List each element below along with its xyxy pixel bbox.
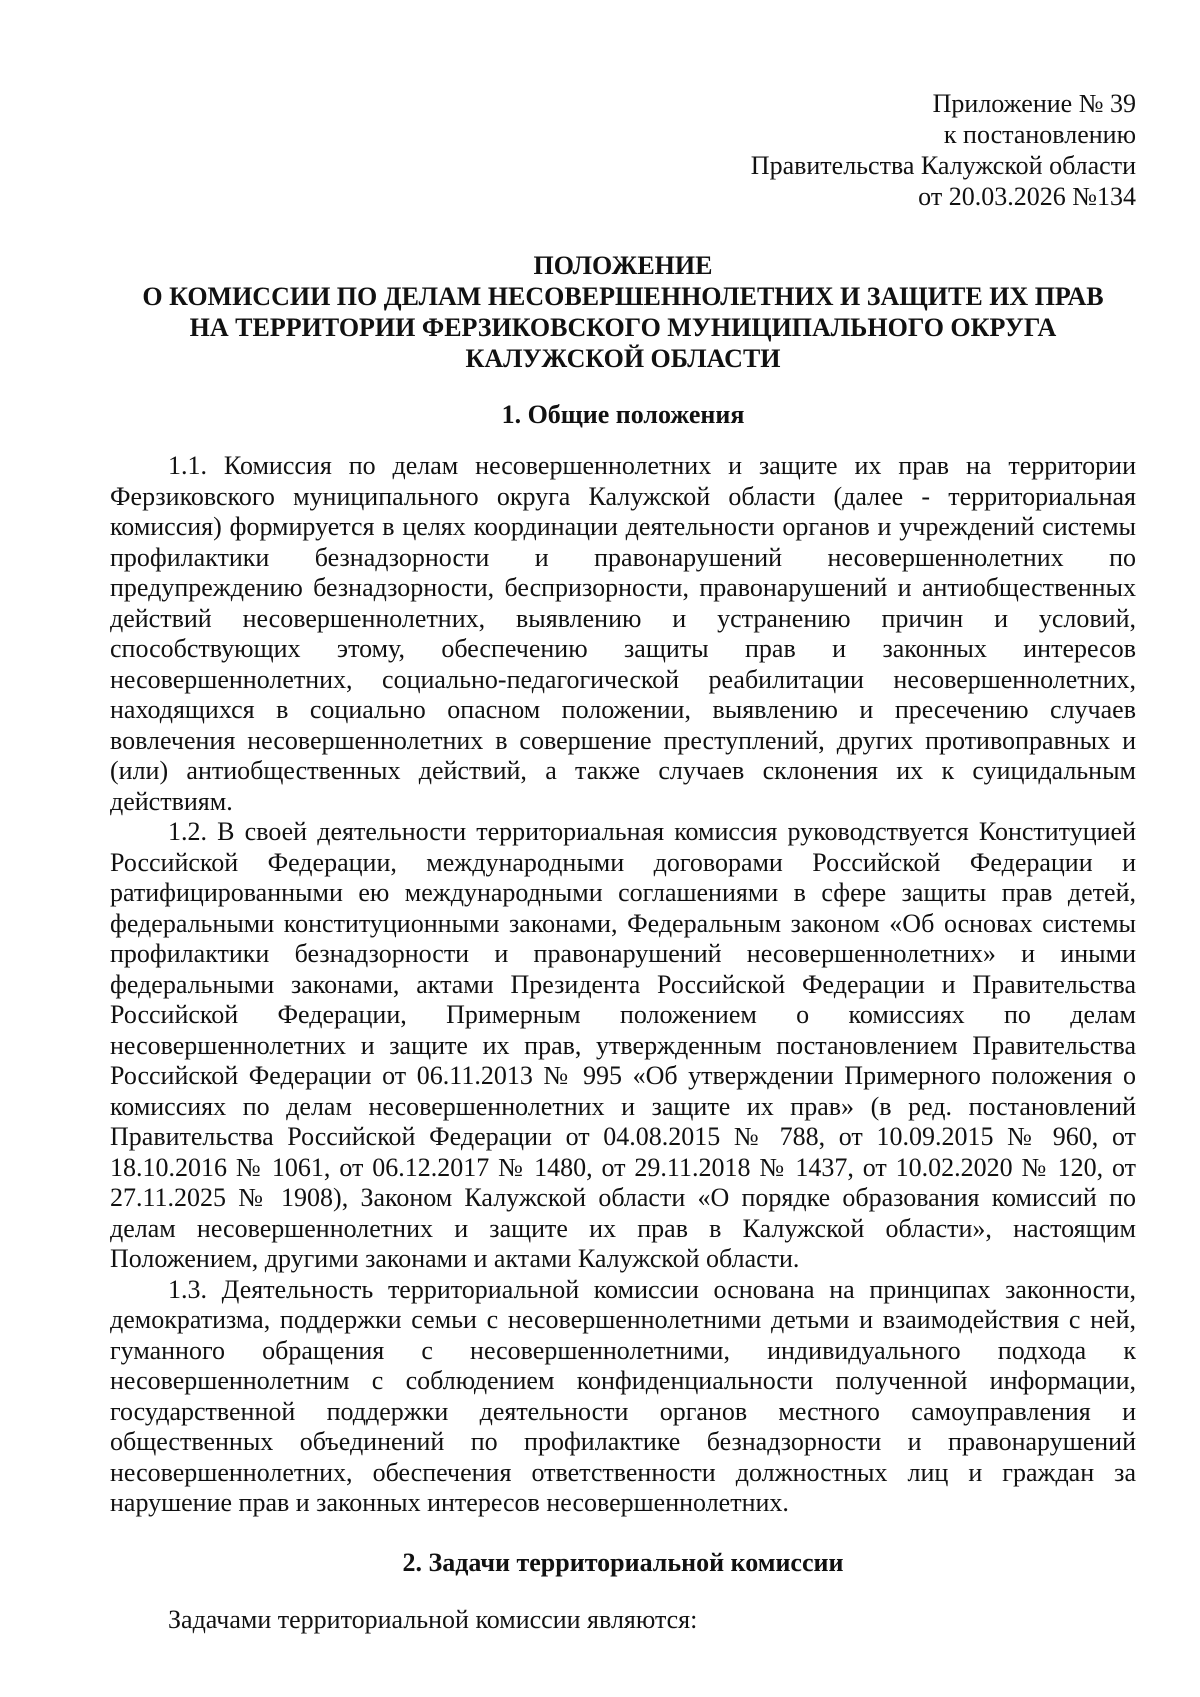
title-line-4: КАЛУЖСКОЙ ОБЛАСТИ: [465, 344, 781, 373]
title-line-2: О КОМИССИИ ПО ДЕЛАМ НЕСОВЕРШЕННОЛЕТНИХ И ЗАЩИТЕ ИХ ПРАВ: [142, 282, 1104, 311]
appendix-authority: Правительства Калужской области: [750, 151, 1136, 180]
document-title: [110, 250, 1136, 374]
appendix-number: Приложение № 39: [932, 89, 1136, 118]
document-page: [110, 88, 1136, 1635]
paragraph-1-3: 1.3. Деятельность территориальной комиссии основана на принципах законности, демократизма, поддержки семьи с несовершеннолетними детьми и взаимодействия с ней, гуманного обращения с несовершеннолетними, индивидуального подхода к несовершеннолетним с соблюдением конфиденциальности полученной информации, государственной поддержки деятельности органов местного самоуправления и общественных объединений по профилактике безнадзорности и правонарушений несовершеннолетних, обеспечения ответственности должностных лиц и граждан за нарушение прав и законных интересов несовершеннолетних.: [110, 1274, 1136, 1517]
appendix-reference: к постановлению: [943, 120, 1136, 149]
paragraph-1-2: 1.2. В своей деятельности территориальная комиссия руководствуется Конституцией Российской Федерации, международными договорами Российской Федерации и ратифицированными ею международными соглашениями в сфере защиты прав детей, федеральными конституционными законами, Федеральным законом «Об основах системы профилактики безнадзорности и правонарушений несовершеннолетних» и иными федеральными законами, актами Президента Российской Федерации и Правительства Российской Федерации, Примерным положением о комиссиях по делам несовершеннолетних и защите их прав, утвержденным постановлением Правительства Российской Федерации от 06.11.2013 № 995 «Об утверждении Примерного положения о комиссиях по делам несовершеннолетних и защите их прав» (в ред. постановлений Правительства Российской Федерации от 04.08.2015 № 788, от 10.09.2015 № 960, от 18.10.2016 № 1061, от 06.12.2017 № 1480, от 29.11.2018 № 1437, от 10.02.2020 № 120, от 27.11.2025 № 1908), Законом Калужской области «О порядке образования комиссий по делам несовершеннолетних и защите их прав в Калужской области», настоящим Положением, другими законами и актами Калужской области.: [110, 817, 1136, 1273]
appendix-date-number: от 20.03.2026 №134: [918, 182, 1136, 211]
section-2-intro: Задачами территориальной комиссии являются:: [168, 1604, 698, 1634]
section-2-heading: 2. Задачи территориальной комиссии: [402, 1547, 844, 1577]
paragraph-1-1: 1.1. Комиссия по делам несовершеннолетних и защите их прав на территории Ферзиковского муниципального округа Калужской области (далее - территориальная комиссия) формируется в целях координации деятельности органов и учреждений системы профилактики безнадзорности и правонарушений несовершеннолетних по предупреждению безнадзорности, беспризорности, правонарушений и антиобщественных действий несовершеннолетних, выявлению и устранению причин и условий, способствующих этому, обеспечению защиты прав и законных интересов несовершеннолетних, социально-педагогической реабилитации несовершеннолетних, находящихся в социально опасном положении, выявлению и пресечению случаев вовлечения несовершеннолетних в совершение преступлений, других противоправных и (или) антиобщественных действий, а также случаев склонения их к суицидальным действиям.: [110, 451, 1136, 816]
appendix-header: [110, 88, 1136, 212]
section-1-heading: 1. Общие положения: [501, 400, 745, 429]
title-line-3: НА ТЕРРИТОРИИ ФЕРЗИКОВСКОГО МУНИЦИПАЛЬНОГО ОКРУГА: [189, 313, 1057, 342]
title-line-1: ПОЛОЖЕНИЕ: [533, 251, 713, 280]
